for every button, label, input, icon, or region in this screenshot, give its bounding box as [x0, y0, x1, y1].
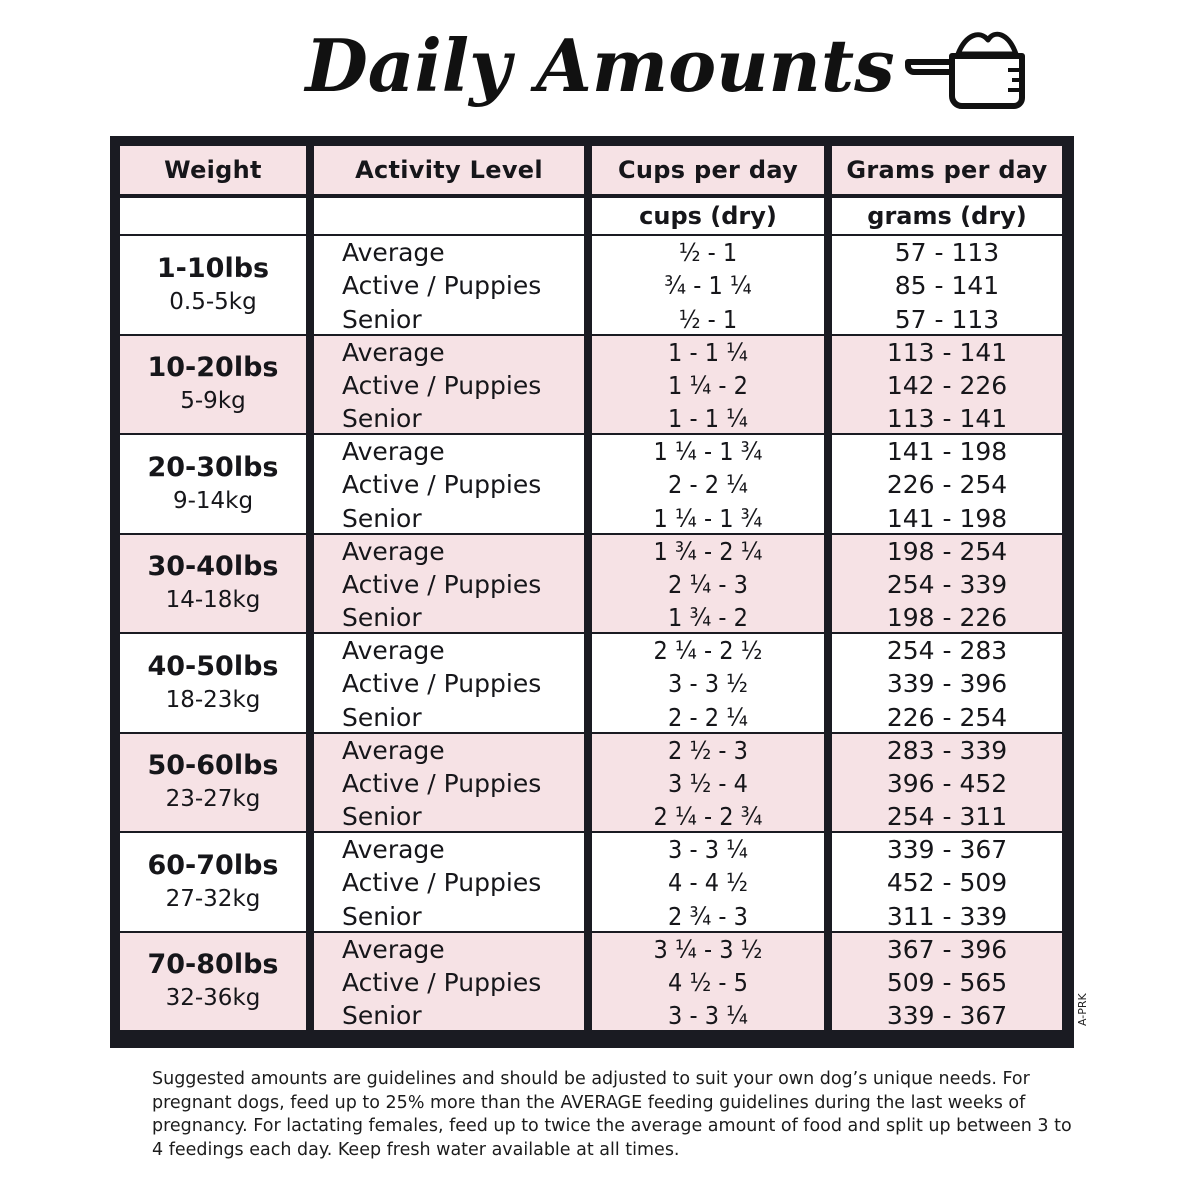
- grams-value: 141 - 198: [886, 503, 1008, 533]
- weight-cell: [120, 336, 306, 434]
- cups-value: 2 ½ - 3: [668, 735, 748, 765]
- weight-cell: [120, 734, 306, 832]
- activity-level: Senior: [342, 901, 422, 931]
- weight-lbs: 1-10lbs: [156, 252, 270, 284]
- cups-cell: [592, 734, 824, 832]
- cups-value: 4 - 4 ½: [668, 868, 748, 898]
- activity-level: Average: [342, 238, 445, 267]
- grams-cell: [832, 933, 1062, 1031]
- grams-value: 57 - 113: [894, 304, 1000, 334]
- subheader-grams-per-day: grams (dry): [832, 198, 1062, 234]
- activity-level: Average: [342, 636, 445, 665]
- grams-value: 85 - 141: [894, 271, 1000, 301]
- cups-value: 1 ¼ - 1 ¾: [653, 503, 763, 533]
- weight-cell: [120, 634, 306, 732]
- cups-cell: [592, 833, 824, 931]
- grams-value: 339 - 367: [886, 835, 1008, 864]
- cups-value: 1 ¼ - 2: [668, 370, 748, 400]
- weight-kg: 27-32kg: [165, 885, 261, 912]
- cups-value: 2 ¼ - 2 ¾: [653, 802, 763, 832]
- feeding-table: [110, 136, 1074, 1048]
- grams-value: 226 - 254: [886, 470, 1008, 500]
- activity-cell: [314, 535, 584, 633]
- weight-kg: 14-18kg: [165, 587, 261, 614]
- grams-cell: [832, 535, 1062, 633]
- cups-cell: [592, 236, 824, 334]
- activity-cell: [314, 634, 584, 732]
- header-cups-per-day: Cups per day: [592, 146, 824, 194]
- activity-level: Average: [342, 934, 445, 964]
- activity-level: Average: [342, 735, 445, 765]
- weight-kg: 23-27kg: [165, 786, 261, 813]
- grams-value: 113 - 141: [886, 404, 1008, 434]
- activity-level: Senior: [342, 304, 422, 334]
- cups-value: 2 - 2 ¼: [668, 702, 748, 732]
- weight-lbs: 10-20lbs: [147, 352, 279, 384]
- cups-value: ½ - 1: [678, 304, 738, 334]
- weight-cell: [120, 236, 306, 334]
- grams-value: 452 - 509: [886, 868, 1008, 898]
- cups-value: 1 - 1 ¼: [668, 337, 748, 367]
- activity-cell: [314, 833, 584, 931]
- activity-level: Average: [342, 835, 445, 864]
- cups-value: 4 ½ - 5: [668, 967, 748, 997]
- weight-cell: [120, 535, 306, 633]
- grams-value: 339 - 396: [886, 669, 1008, 699]
- weight-cell: [120, 933, 306, 1031]
- cups-cell: [592, 336, 824, 434]
- subheader-cups-per-day: cups (dry): [592, 198, 824, 234]
- header-grams-per-day: Grams per day: [832, 146, 1062, 194]
- activity-cell: [314, 933, 584, 1031]
- cups-value: ½ - 1: [678, 238, 738, 267]
- grams-value: 226 - 254: [886, 702, 1008, 732]
- page-title: Daily Amounts: [305, 23, 895, 108]
- grams-cell: [832, 336, 1062, 434]
- measuring-scoop-icon: [904, 26, 1034, 110]
- activity-level: Average: [342, 437, 445, 466]
- weight-kg: 18-23kg: [165, 686, 261, 713]
- weight-cell: [120, 833, 306, 931]
- grams-value: 254 - 283: [886, 636, 1008, 665]
- guideline-note: Suggested amounts are guidelines and should be adjusted to suit your own dog’s unique needs. For pregnant dogs, feed up to 25% more than the AVERAGE feeding guidelines during the last weeks of pregnancy. For lactating females, feed up to twice the average amount of food and split up between 3 to 4 feedings each day. Keep fresh water available at all times.: [152, 1069, 1072, 1160]
- weight-kg: 0.5-5kg: [169, 288, 257, 315]
- activity-level: Active / Puppies: [342, 768, 542, 798]
- weight-lbs: 40-50lbs: [147, 650, 279, 682]
- grams-value: 283 - 339: [886, 735, 1008, 765]
- grams-cell: [832, 634, 1062, 732]
- cups-value: 3 - 3 ¼: [668, 1001, 748, 1031]
- grams-value: 198 - 254: [886, 536, 1008, 566]
- cups-value: 2 ¼ - 3: [668, 569, 748, 599]
- activity-level: Senior: [342, 1001, 422, 1031]
- grams-value: 141 - 198: [886, 437, 1008, 466]
- cups-value: 2 ¾ - 3: [668, 901, 748, 931]
- grams-cell: [832, 833, 1062, 931]
- grams-value: 367 - 396: [886, 934, 1008, 964]
- grams-cell: [832, 435, 1062, 533]
- activity-level: Senior: [342, 603, 422, 633]
- cups-value: 1 - 1 ¼: [668, 404, 748, 434]
- cups-value: 2 - 2 ¼: [668, 470, 748, 500]
- product-code: A-PRK: [1076, 993, 1089, 1027]
- cups-value: 2 ¼ - 2 ½: [653, 636, 763, 665]
- cups-cell: [592, 535, 824, 633]
- activity-level: Active / Puppies: [342, 370, 542, 400]
- activity-level: Senior: [342, 503, 422, 533]
- activity-level: Average: [342, 337, 445, 367]
- grams-value: 396 - 452: [886, 768, 1008, 798]
- header-weight: Weight: [120, 146, 306, 194]
- grams-cell: [832, 734, 1062, 832]
- weight-kg: 5-9kg: [180, 388, 246, 415]
- grams-value: 509 - 565: [886, 967, 1008, 997]
- weight-lbs: 50-60lbs: [147, 750, 279, 782]
- grams-value: 254 - 311: [886, 802, 1008, 832]
- grams-value: 254 - 339: [886, 569, 1008, 599]
- weight-lbs: 20-30lbs: [147, 451, 279, 483]
- activity-level: Active / Puppies: [342, 868, 542, 898]
- subheader-activity-level: [314, 198, 584, 234]
- activity-level: Active / Puppies: [342, 271, 542, 301]
- grams-value: 311 - 339: [886, 901, 1008, 931]
- activity-level: Active / Puppies: [342, 669, 542, 699]
- cups-value: 1 ¼ - 1 ¾: [653, 437, 763, 466]
- activity-cell: [314, 236, 584, 334]
- activity-level: Average: [342, 536, 445, 566]
- activity-level: Senior: [342, 702, 422, 732]
- activity-cell: [314, 435, 584, 533]
- grams-value: 57 - 113: [894, 238, 1000, 267]
- activity-level: Active / Puppies: [342, 967, 542, 997]
- weight-kg: 32-36kg: [165, 985, 261, 1012]
- cups-value: ¾ - 1 ¼: [664, 271, 752, 301]
- grams-cell: [832, 236, 1062, 334]
- cups-value: 1 ¾ - 2: [668, 603, 748, 633]
- weight-lbs: 30-40lbs: [147, 551, 279, 583]
- activity-level: Senior: [342, 802, 422, 832]
- activity-level: Active / Puppies: [342, 470, 542, 500]
- weight-lbs: 60-70lbs: [147, 849, 279, 881]
- cups-cell: [592, 435, 824, 533]
- cups-cell: [592, 933, 824, 1031]
- subheader-weight: [120, 198, 306, 234]
- weight-kg: 9-14kg: [172, 487, 254, 514]
- activity-cell: [314, 734, 584, 832]
- activity-cell: [314, 336, 584, 434]
- cups-value: 3 - 3 ½: [668, 669, 748, 699]
- grams-value: 198 - 226: [886, 603, 1008, 633]
- cups-cell: [592, 634, 824, 732]
- cups-value: 3 ¼ - 3 ½: [653, 934, 763, 964]
- activity-level: Senior: [342, 404, 422, 434]
- grams-value: 142 - 226: [886, 370, 1008, 400]
- cups-value: 1 ¾ - 2 ¼: [653, 536, 763, 566]
- activity-level: Active / Puppies: [342, 569, 542, 599]
- grams-value: 113 - 141: [886, 337, 1008, 367]
- cups-value: 3 ½ - 4: [668, 768, 748, 798]
- cups-value: 3 - 3 ¼: [668, 835, 748, 864]
- header-activity-level: Activity Level: [314, 146, 584, 194]
- weight-cell: [120, 435, 306, 533]
- grams-value: 339 - 367: [886, 1001, 1008, 1031]
- weight-lbs: 70-80lbs: [147, 949, 279, 981]
